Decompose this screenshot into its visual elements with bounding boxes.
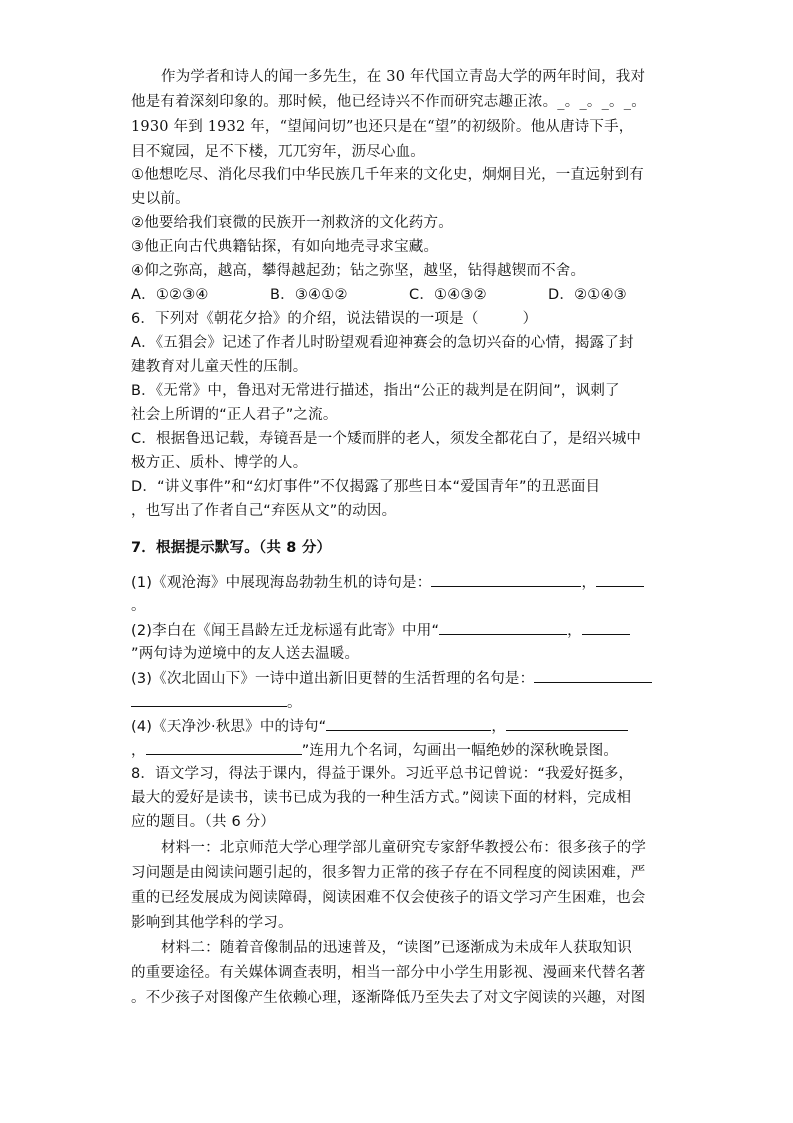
q7-comma: ，	[491, 719, 507, 735]
sentence-4: ④仰之弥高，越高，攀得越起劲；钻之弥坚，越坚，钻得越锲而不舍。	[131, 263, 586, 279]
q6-option-c[interactable]: C．根据鲁迅记载，寿镜吾是一个矮而胖的老人，须发全都花白了，是绍兴城中	[131, 431, 642, 447]
q7-item-2	[131, 620, 630, 641]
q8-line-1: 8．语文学习，得法于课内，得益于课外。习近平总书记曾说：“我爱好挺多，	[131, 766, 634, 782]
q6-option-b-cont: 社会上所谓的“正人君子”之流。	[131, 407, 338, 423]
q7-blank-1a[interactable]	[431, 572, 581, 587]
q6-option-a[interactable]: A．《五猖会》记述了作者儿时盼望观看迎神赛会的急切兴奋的心情，揭露了封	[131, 335, 634, 351]
q7-item-3-cont	[131, 692, 302, 713]
q6-option-d[interactable]: D．“讲义事件”和“幻灯事件”不仅揭露了那些日本“爱国青年”的丑恶面目	[131, 479, 601, 495]
q6-stem: 6．下列对《朝花夕拾》的介绍，说法错误的一项是（ ）	[131, 311, 538, 327]
q6-option-a-cont: 建教育对儿童天性的压制。	[131, 359, 308, 375]
sentence-1-cont: 史以前。	[131, 191, 190, 207]
material1-line-2: 习问题是由阅读问题引起的，很多智力正常的孩子存在不同程度的阅读困难，严	[131, 865, 646, 881]
q7-comma: ，	[581, 575, 597, 591]
q7-item-2-cont: ”两句诗为逆境中的友人送去温暖。	[131, 646, 360, 662]
material1-line-1: 材料一：北京师范大学心理学部儿童研究专家舒华教授公布：很多孩子的学	[161, 840, 647, 856]
q5-option-b[interactable]: B．③④①②	[270, 287, 348, 303]
q5-option-d[interactable]: D．②①④③	[548, 287, 627, 303]
passage-line-2: 他是有着深刻印象的。那时候，他已经诗兴不作而研究志趣正浓。_。_。_。_。	[131, 94, 646, 110]
material1-line-4: 影响到其他学科的学习。	[131, 915, 293, 931]
q7-blank-4c[interactable]	[146, 740, 302, 755]
q7-blank-3a[interactable]	[534, 668, 652, 683]
material2-line-3: 。不少孩子对图像产生依赖心理，逐渐降低乃至失去了对文字阅读的兴趣，对图	[131, 990, 646, 1006]
q7-item-2-text: (2)李白在《闻王昌龄左迁龙标遥有此寄》中用“	[131, 623, 440, 639]
q7-item-4-cont	[131, 740, 618, 761]
passage-line-1: 作为学者和诗人的闻一多先生，在 30 年代国立青岛大学的两年时间，我对	[161, 69, 646, 85]
q6-option-b[interactable]: B．《无常》中，鲁迅对无常进行描述，指出“公正的裁判是在阴间”，讽刺了	[131, 383, 620, 399]
material1-line-3: 重的已经发展成为阅读障碍，阅读困难不仅会使孩子的语文学习产生困难，也会	[131, 890, 646, 906]
sentence-1: ①他想吃尽、消化尽我们中华民族几千年来的文化史，炯炯目光，一直远射到有	[131, 167, 644, 183]
passage-line-3: 1930 年到 1932 年，“望闻问切”也还只是在“望”的初级阶。他从唐诗下手，	[131, 119, 634, 135]
q7-blank-2a[interactable]	[439, 620, 567, 635]
sentence-3: ③他正向古代典籍钻探，有如向地壳寻求宝藏。	[131, 239, 439, 255]
q6-option-d-cont: ，也写出了作者自己“弃医从文”的动因。	[131, 503, 397, 519]
q7-blank-3b[interactable]	[131, 692, 287, 707]
sentence-2: ②他要给我们衰微的民族开一剂救济的文化药方。	[131, 215, 453, 231]
q5-option-c[interactable]: C．①④③②	[409, 287, 487, 303]
q8-line-2: 最大的爱好是读书，读书已成为我的一种生活方式。”阅读下面的材料，完成相	[131, 790, 632, 806]
material2-line-2: 的重要途径。有关媒体调查表明，相当一部分中小学生用影视、漫画来代替名著	[131, 965, 646, 981]
q7-title: 7．根据提示默写。（共 8 分）	[131, 540, 332, 556]
q7-item-3-text: (3)《次北固山下》一诗中道出新旧更替的生活哲理的名句是：	[131, 671, 535, 687]
q7-blank-1b[interactable]	[596, 572, 644, 587]
passage-line-4: 目不窥园，足不下楼，兀兀穷年，沥尽心血。	[131, 144, 425, 160]
q5-option-a[interactable]: A．①②③④	[131, 287, 209, 303]
q7-item-1-end: 。	[131, 598, 146, 614]
q7-item-4-text: (4)《天净沙·秋思》中的诗句“	[131, 719, 327, 735]
q7-blank-4b[interactable]	[506, 716, 628, 731]
q7-blank-2b[interactable]	[582, 620, 630, 635]
q6-option-c-cont: 极方正、质朴、博学的人。	[131, 455, 308, 471]
q7-blank-4a[interactable]	[326, 716, 491, 731]
q7-item-3	[131, 668, 652, 689]
material2-line-1: 材料二：随着音像制品的迅速普及，“读图”已逐渐成为未成年人获取知识	[161, 940, 632, 956]
q8-line-3: 应的题目。（共 6 分）	[131, 814, 276, 830]
q7-item-4-end: ”连用九个名词，勾画出一幅绝妙的深秋晚景图。	[301, 743, 619, 759]
q7-comma: ，	[567, 623, 582, 639]
q7-item-1	[131, 572, 644, 593]
q5-options	[131, 285, 627, 305]
q7-comma: ，	[131, 743, 146, 759]
q7-item-4	[131, 716, 628, 737]
q7-item-1-text: (1)《观沧海》中展现海岛勃勃生机的诗句是：	[131, 575, 432, 591]
q7-period: 。	[287, 695, 302, 711]
